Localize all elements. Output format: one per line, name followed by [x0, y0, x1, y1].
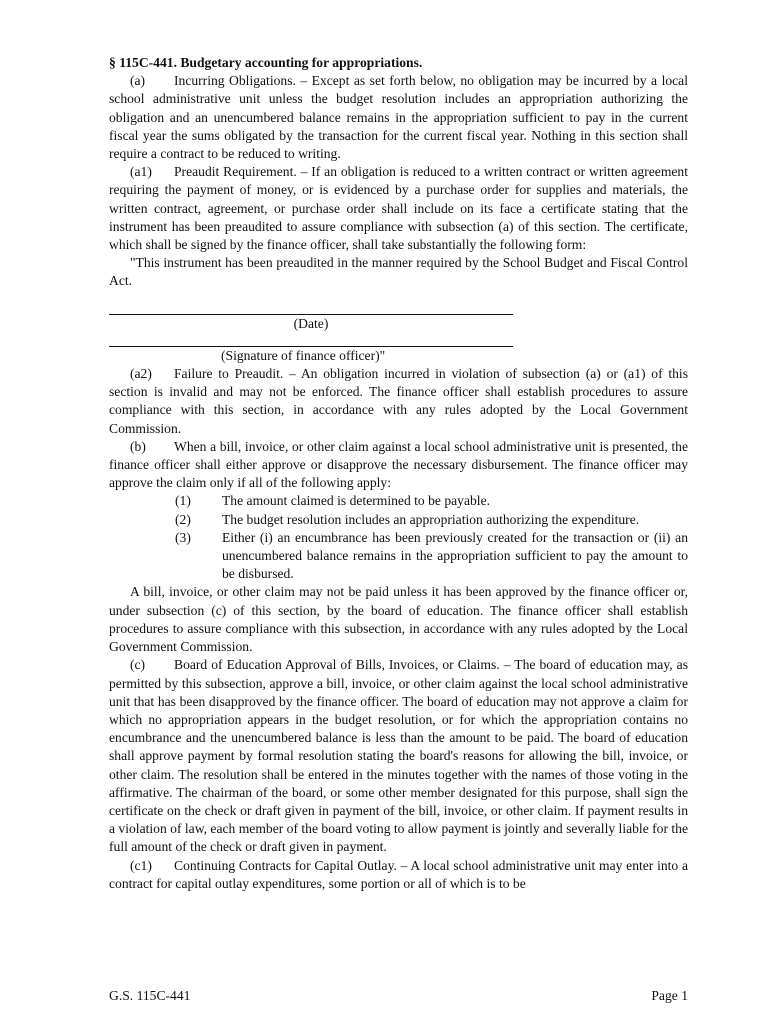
list-item [109, 511, 688, 529]
paragraph-b [109, 438, 688, 493]
paragraph-a-label: (a) [130, 73, 146, 89]
paragraph-c1-text: Continuing Contracts for Capital Outlay. – A local school administrative unit may enter into a contract for capital outlay expenditures, some portion or all of which is to be [109, 857, 688, 891]
signature-label: (Signature of finance officer)" [221, 347, 386, 363]
list-item-text: The budget resolution includes an appropriation authorizing the expenditure. [222, 511, 640, 527]
paragraph-a1-label: (a1) [130, 164, 152, 180]
paragraph-a2 [109, 365, 688, 438]
paragraph-b-label: (b) [130, 438, 146, 454]
paragraph-c1 [109, 857, 688, 893]
paragraph-a [109, 72, 688, 163]
list-item-text: Either (i) an encumbrance has been previously created for the transaction or (ii) an unencumbered balance remains in the appropriation sufficient to pay the amount to be disbursed. [222, 529, 688, 582]
page-footer [109, 987, 688, 1005]
paragraph-b-text: When a bill, invoice, or other claim against a local school administrative unit is presented, the finance officer shall either approve or disapprove the necessary disbursement. The finance officer may approve the claim only if all of the following apply: [109, 438, 688, 491]
section-heading: § 115C-441. Budgetary accounting for appropriations. [109, 55, 423, 70]
paragraph-a2-text: Failure to Preaudit. – An obligation incurred in violation of subsection (a) or (a1) of this section is invalid and may not be enforced. The finance officer shall establish procedures to assure compliance with this section, in accordance with any rules adopted by the Local Government Commission. [109, 366, 688, 436]
paragraph-a2-label: (a2) [130, 366, 152, 382]
list-item-text: The amount claimed is determined to be payable. [222, 493, 491, 509]
paragraph-a-text: Incurring Obligations. – Except as set forth below, no obligation may be incurred by a local school administrative unit unless the budget resolution includes an appropriation authorizing the obligation and an unencumbered balance remains in the appropriation sufficient to pay in the current fiscal year the sums obligated by the transaction for the current fiscal year. Nothing in this section shall require a contract to be reduced to writing. [109, 73, 688, 162]
paragraph-c-text: Board of Education Approval of Bills, Invoices, or Claims. – The board of education may, as permitted by this subsection, approve a bill, invoice, or other claim against the local school administrative unit that has been disapproved by the finance officer. The board of education may not approve a claim for which no appropriation appears in the budget resolution, or for which the appropriation contains no encumbrance and the unencumbered balance is less than the amount to be paid. The board of education shall approve payment by formal resolution stating the board's reasons for allowing the bill, invoice, or other claim. The resolution shall be entered in the minutes together with the names of those voting in the affirmative. The chairman of the board, or some other member designated for this purpose, shall sign the certificate on the check or draft given in payment of the bill, invoice, or other claim. If payment results in a violation of law, each member of the board voting to allow payment is jointly and severally liable for the full amount of the check or draft given in payment. [109, 657, 688, 855]
paragraph-c-label: (c) [130, 657, 146, 673]
date-label: (Date) [293, 315, 329, 331]
paragraph-c [109, 656, 688, 856]
list-item-number: (3) [175, 529, 191, 545]
paragraph-a1 [109, 163, 688, 254]
paragraph-a1-text: Preaudit Requirement. – If an obligation is reduced to a written contract or written agreement requiring the payment of money, or is evidenced by a purchase order for supplies and materials, the written contract, agreement, or purchase order shall include on its face a certificate stating that the instrument has been preaudited to assure compliance with subsection (a) of this section. The certificate, which shall be signed by the finance officer, shall take substantially the following form: [109, 164, 688, 253]
list-item-number: (2) [175, 511, 191, 527]
list-item [109, 492, 688, 510]
list-item-number: (1) [175, 493, 191, 509]
list-item [109, 529, 688, 584]
paragraph-b-continued: A bill, invoice, or other claim may not be paid unless it has been approved by the finance officer or, under subsection (c) of this section, by the board of education. The finance officer shall establish procedures to assure compliance with this subsection, in accordance with any rules adopted by the Local Government Commission. [109, 584, 688, 655]
paragraph-c1-label: (c1) [130, 857, 152, 873]
footer-page-number: Page 1 [651, 988, 688, 1003]
footer-statute-reference: G.S. 115C-441 [109, 988, 191, 1003]
certificate-quote: "This instrument has been preaudited in the manner required by the School Budget and Fiscal Control Act. [109, 255, 688, 289]
